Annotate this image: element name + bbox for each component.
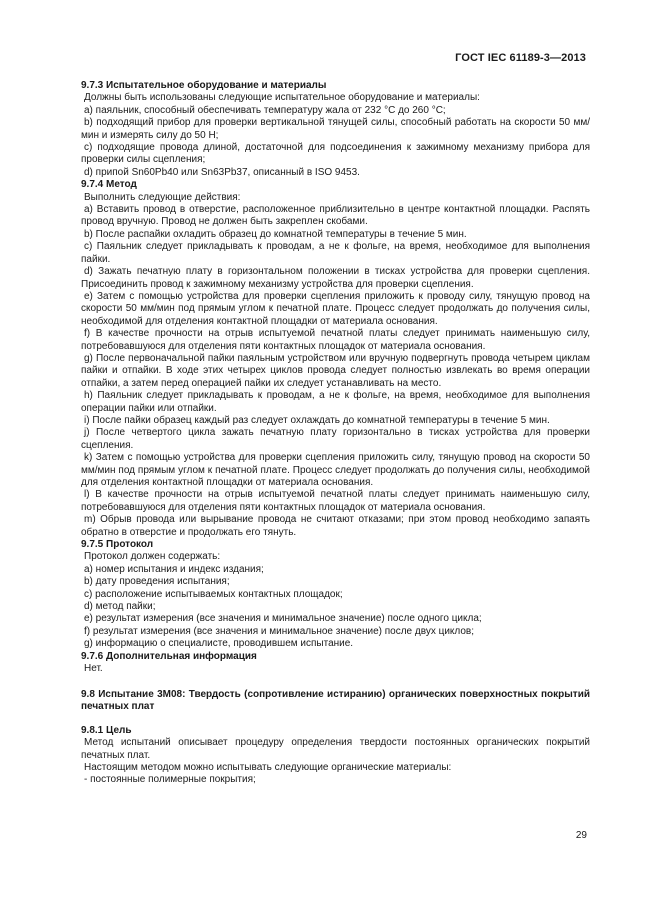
paragraph: Настоящим методом можно испытывать следующие органические материалы:: [84, 761, 452, 773]
paragraph: c) подходящие провода длиной, достаточной для подсоединения к зажимному механизму прибора для проверки силы сцепления;: [81, 142, 590, 166]
section-heading: 9.7.5 Протокол: [81, 539, 154, 551]
document-code: ГОСТ IEC 61189-3—2013: [455, 52, 586, 64]
paragraph: l) В качестве прочности на отрыв испытуемой печатной платы следует принимать наименьшую силу, потребовавшуюся для отделения пяти контактных площадок от материала основания.: [81, 489, 590, 513]
paragraph: j) После четвертого цикла зажать печатную плату горизонтально в тисках устройства для проверки сцепления.: [81, 427, 590, 451]
section-heading: 9.7.6 Дополнительная информация: [81, 650, 257, 662]
section-heading: 9.8.1 Цель: [81, 724, 132, 736]
paragraph: b) После распайки охладить образец до комнатной температуры в течение 5 мин.: [84, 228, 467, 240]
paragraph: f) В качестве прочности на отрыв испытуемой печатной платы следует принимать наименьшую силу, потребовавшуюся для отделения пяти контактных площадок от материала основания.: [81, 328, 590, 352]
paragraph: a) Вставить провод в отверстие, расположенное приблизительно в центре контактной площадки. Распять провод вручную. Провод не должен быть закреплен скобами.: [81, 204, 590, 228]
paragraph: Метод испытаний описывает процедуру определения твердости постоянных органических покрытий печатных плат.: [81, 737, 590, 761]
section-heading: 9.7.4 Метод: [81, 179, 137, 191]
paragraph: b) дату проведения испытания;: [84, 576, 230, 588]
paragraph: Протокол должен содержать:: [84, 551, 221, 563]
page-number: 29: [575, 830, 587, 841]
paragraph: a) паяльник, способный обеспечивать температуру жала от 232 °С до 260 °С;: [84, 104, 446, 116]
paragraph: Нет.: [84, 663, 103, 675]
section-heading: 9.7.3 Испытательное оборудование и материалы: [81, 80, 327, 91]
paragraph: g) После первоначальной пайки паяльным устройством или вручную подвергнуть провода четырем циклам пайки и отпайки. В ходе этих четырех циклов провода следует полностью извлекать во время операции отпайки, а затем перед операцией пайки их следует устанавливать на место.: [81, 352, 590, 389]
paragraph: d) метод пайки;: [84, 601, 156, 613]
paragraph: m) Обрыв провода или вырывание провода не считают отказами; при этом провод необходимо запаять обратно в отверстие и продолжать его тянуть.: [81, 514, 590, 538]
paragraph: c) расположение испытываемых контактных площадок;: [84, 588, 343, 600]
paragraph: h) Паяльник следует прикладывать к проводам, а не к фольге, на время, необходимое для выполнения операции пайки или отпайки.: [81, 390, 590, 414]
paragraph: c) Паяльник следует прикладывать к проводам, а не к фольге, на время, необходимое для выполнения пайки.: [81, 241, 590, 265]
section-heading: 9.8 Испытание 3М08: Твердость (сопротивление истиранию) органических поверхностных покрытий печатных плат: [81, 688, 590, 713]
paragraph: i) После пайки образец каждый раз следует охлаждать до комнатной температуры в течение 5 мин.: [84, 414, 550, 426]
paragraph: Должны быть использованы следующие испытательное оборудование и материалы:: [84, 92, 480, 104]
paragraph: d) припой Sn60Pb40 или Sn63Pb37, описанный в ISO 9453.: [84, 166, 360, 178]
paragraph: b) подходящий прибор для проверки вертикальной тянущей силы, способный работать на скорости 50 мм/мин и измерять силу до 50 Н;: [81, 117, 590, 141]
paragraph: g) информацию о специалисте, проводившем испытание.: [84, 638, 354, 650]
paragraph: Выполнить следующие действия:: [84, 191, 241, 203]
paragraph: - постоянные полимерные покрытия;: [84, 774, 256, 786]
paragraph: d) Зажать печатную плату в горизонтальном положении в тисках устройства для проверки сцепления. Присоединить провод к зажимному механизму устройства для проверки сцепления.: [81, 266, 590, 290]
paragraph: e) результат измерения (все значения и минимальное значение) после одного цикла;: [84, 613, 482, 625]
paragraph: a) номер испытания и индекс издания;: [84, 563, 264, 575]
paragraph: f) результат измерения (все значения и минимальное значение) после двух циклов;: [84, 625, 474, 637]
paragraph: e) Затем с помощью устройства для проверки сцепления приложить к проводу силу, тянущую провод на скорости 50 мм/мин под прямым углом к печатной плате. Процесс следует продолжать до получения силы, необходимой для отделения контактной площадки от материала основания.: [81, 290, 590, 327]
document-body: [81, 80, 590, 787]
paragraph: k) Затем с помощью устройства для проверки сцепления приложить силу, тянущую провод на скорости 50 мм/мин под прямым углом к печатной плате. Процесс следует продолжать до получения силы, необходимой для отделения контактной площадки от материала основания.: [81, 452, 590, 488]
